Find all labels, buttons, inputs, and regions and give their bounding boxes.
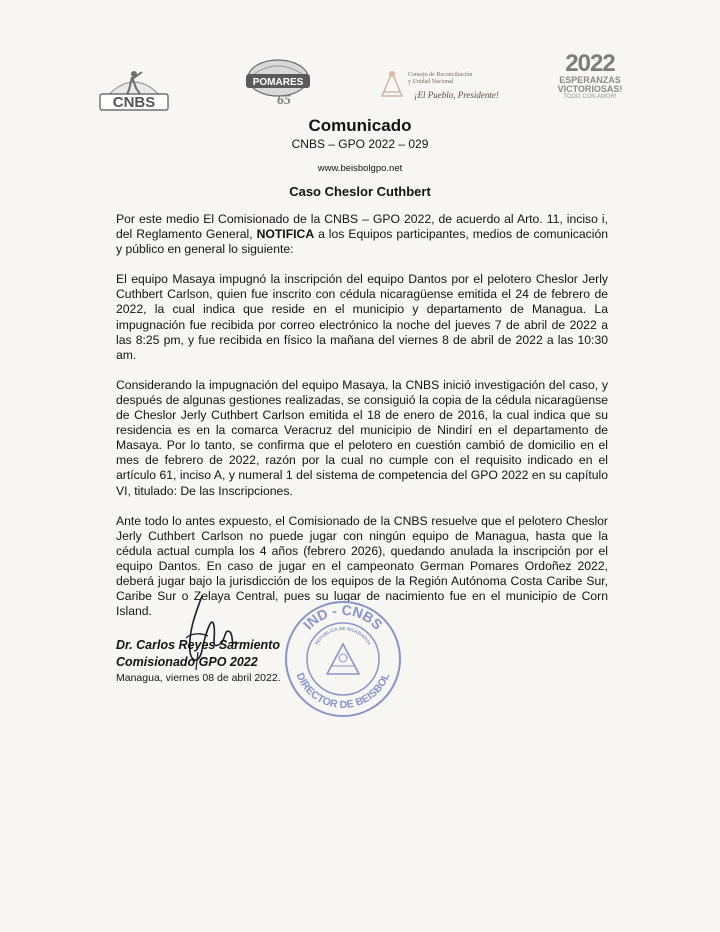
website-link[interactable]: www.beisbolgpo.net [317,163,403,174]
paragraph-impugnacion: El equipo Masaya impugnó la inscripción del equipo Dantos por el pelotero Cheslor Jerly Cuthbert Carlson, quien fue inscrito con cédula nicaragüense emitida el 24 de febrero de 2022, la cual indica que reside en el municipio y departamento de Managua. La impugnación fue recibida por correo electrónico la noche del jueves 7 de abril de 2022 a las 8:25 pm, y fue recibida en físico la mañana del viernes 8 de abril de 2022 a las 10:30 am. [116,272,608,362]
paragraph-intro: Por este medio El Comisionado de la CNBS – GPO 2022, de acuerdo al Arto. 11, inciso i, del Reglamento General, NOTIFICA a los Equipos participantes, medios de comunicación y público en general lo siguiente: [116,212,609,257]
svg-text:CNBS: CNBS [112,94,156,111]
svg-text:65: 65 [277,93,291,108]
esperanzas-logo: 2022 ESPERANZAS VICTORIOSAS! TODO CON AMOR! [552,52,628,104]
document-body [116,212,608,634]
pomares-emblem-icon [240,54,316,116]
signatory-role: Comisionado GPO 2022 [116,655,258,669]
document-reference: CNBS – GPO 2022 – 029 [291,137,429,151]
year-2022: 2022 [565,50,615,77]
svg-text:IND - CNBS: IND - CNBS [299,601,386,633]
svg-text:POMARES: POMARES [252,77,304,88]
pomares-logo [240,54,316,116]
document-title: Comunicado [308,116,412,135]
document-subject: Caso Cheslor Cuthbert [289,184,431,199]
header-logos [0,48,720,118]
notifica-emphasis: NOTIFICA [256,227,315,242]
signatory-name: Dr. Carlos Reyes Sarmiento [116,638,280,652]
consejo-name: Consejo de Reconciliación y Unidad Nacional [408,72,473,85]
paragraph-resolucion: Ante todo lo antes expuesto, el Comisionado de la CNBS resuelve que el pelotero Cheslor Jerly Cuthbert Carlson no puede jugar con ningún equipo de Managua, hasta que la cédula actual cumpla los 4 años (febrero 2026), quedando anulada la inscripción por el equipo Dantos. En caso de jugar en el campeonato German Pomares Ordoñez 2022, deberá jugar bajo la jurisdicción de los equipos de la Región Autónoma Costa Caribe Sur, Caribe Sur o Zelaya Central, pues su lugar de nacimiento fue en el municipio de Corn Island. [116,513,608,619]
stamp-seal-icon [282,598,404,720]
official-stamp [282,598,404,720]
consejo-logo [378,62,506,104]
signature-place-date: Managua, viernes 08 de abril 2022. [116,672,281,684]
cnbs-emblem-icon [96,60,172,112]
consejo-slogan: ¡El Pueblo, Presidente! [414,90,499,100]
paragraph-investigacion: Considerando la impugnación del equipo Masaya, la CNBS inició investigación del caso, y después de algunas gestiones realizadas, se consiguió la copia de la cédula nicaragüense de Cheslor Jerly Cuthbert Carlson emitida el 18 de enero de 2016, la cual indica que su residencia es en la comarca Veracruz del municipio de Nindirí en el departamento de Masaya. Por lo tanto, se confirma que el pelotero en cuestión cambió de domicilio en el mes de febrero de 2022, razón por la cual no cumple con el requisito indicado en el artículo 61, inciso A, y numeral 1 del sistema de competencia del GPO 2022 en su capítulo VI, titulado: De las Inscripciones. [116,377,608,498]
svg-text:REPUBLICA DE NICARAGUA: REPUBLICA DE NICARAGUA [313,625,373,646]
svg-text:DIRECTOR DE BEISBOL: DIRECTOR DE BEISBOL [293,671,393,712]
consejo-emblem-icon [378,66,406,100]
cnbs-logo [96,60,172,112]
